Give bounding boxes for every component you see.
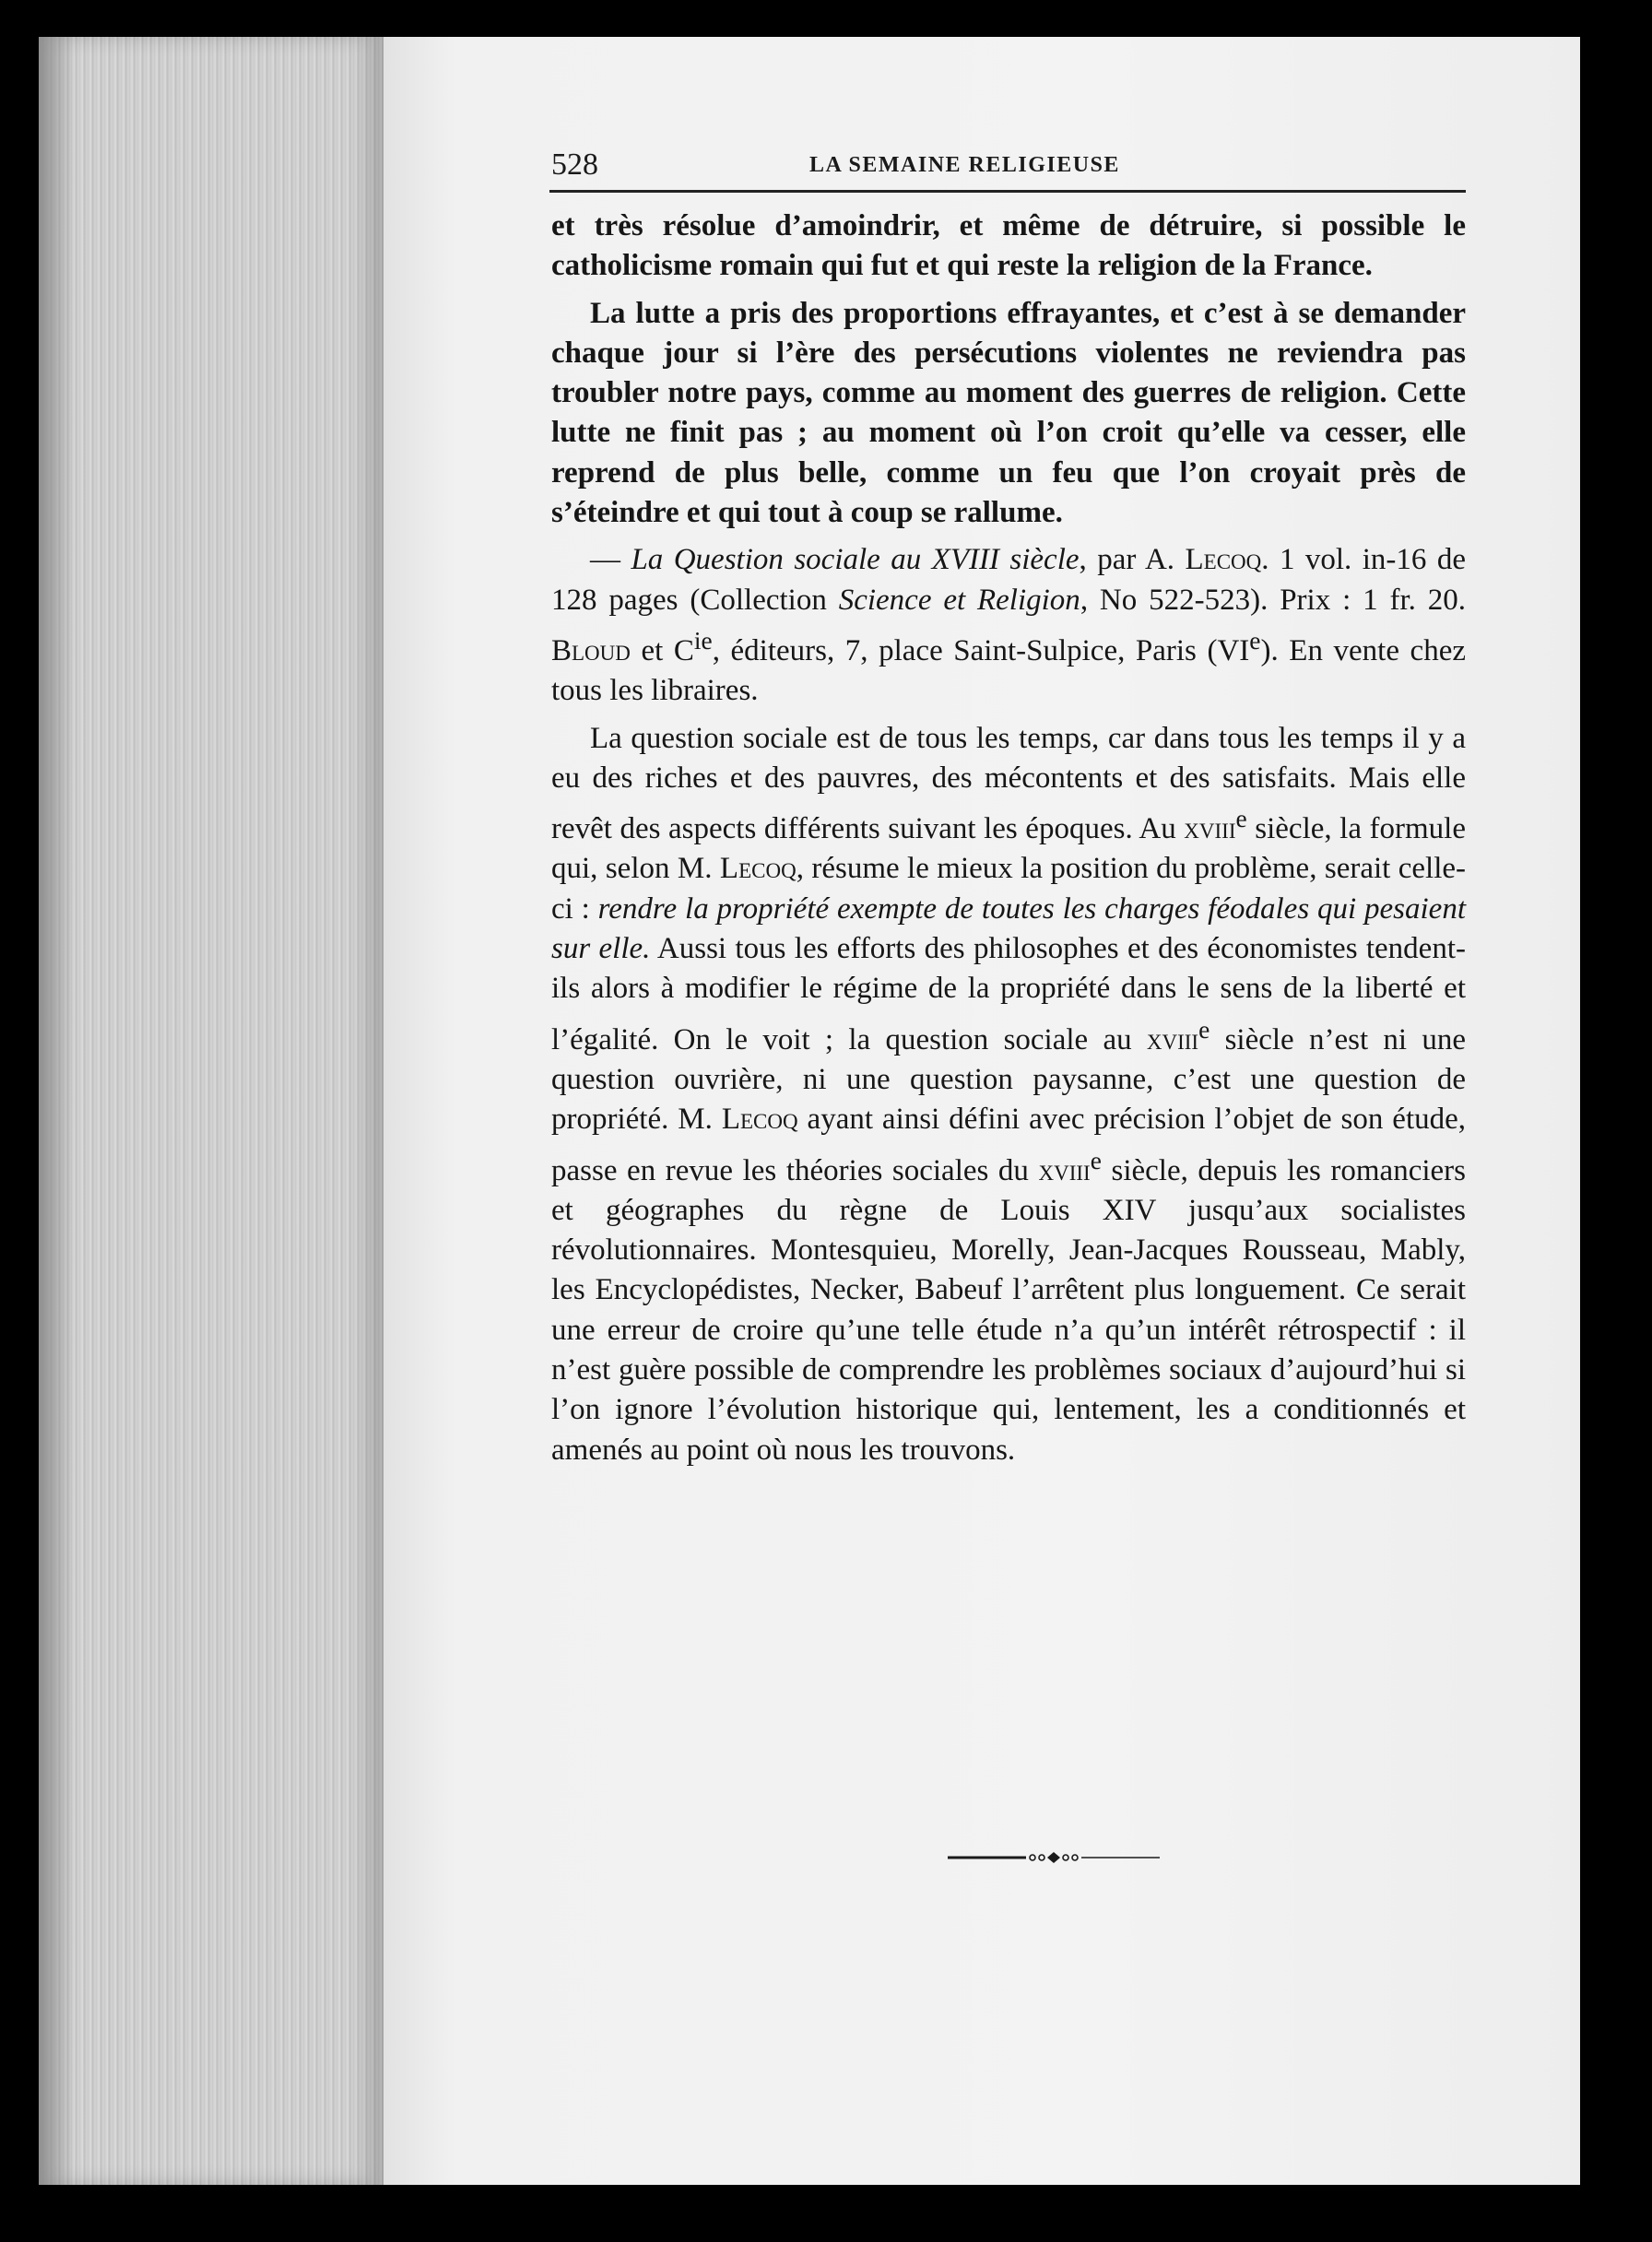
review-text-d: Aussi tous les efforts des philosophes et des économistes tendent-ils alors à modifier le régime de la propriété dans le sens de la liberté et l’égalité. On le voit ; la question sociale au [551,932,1466,1056]
journal-title: LA SEMAINE RELIGIEUSE [809,153,1120,177]
book-title: La Question sociale au XVIII siècle [631,543,1080,577]
review-text-c: , résume le mieux la position du problème, serait celle-ci : [551,852,1466,926]
century-1: xviii [1184,812,1236,846]
notice-dash: — [590,543,631,577]
header-rule [549,190,1466,193]
review-text-f: ayant ainsi défini avec précision l’objet de son étude, passe en revue les théories sociales du [551,1103,1467,1187]
author-name-2: Lecoq [719,852,796,886]
notice-desc: . 1 vol. in-16 de 128 pages (Collection [551,543,1466,617]
page-edges [39,37,384,2185]
review-text-b: siècle, la formule qui, selon M. [551,812,1466,886]
book-notice [551,540,1466,711]
paragraph-1: et très résolue d’amoindrir, et même de détruire, si possible le catholicisme romain qui fut et qui reste la religion de la France. [551,209,1466,283]
century-3: xviii [1038,1153,1091,1187]
notice-address: , éditeurs, 7, place Saint-Sulpice, Paris (VI [712,633,1250,667]
publisher-superscript: ie [693,625,713,655]
century-3-sup: e [1090,1145,1102,1174]
notice-desc-2: , No 522-523). Prix : 1 fr. 20. [1080,583,1466,617]
running-head [551,148,1466,192]
review-text-a: La question sociale est de tous les temps, car dans tous les temps il y a eu des riches et des pauvres, des mécontents et des satisfaits. Mais elle revêt des aspects différents suivant les époques. Au [551,721,1466,846]
century-2: xviii [1146,1022,1199,1056]
notice-address-tail: ). En vente chez tous les libraires. [551,633,1466,708]
century-2-sup: e [1198,1014,1210,1044]
paragraph-2: La lutte a pris des proportions effrayantes, et c’est à se demander chaque jour si l’ère des persécutions violentes ne reviendra pas troubler notre pays, comme au moment des guerres de religion. Cette lutte ne finit pas ; au moment où l’on croit qu’elle va cesser, elle reprend de plus belle, comme un feu que l’on croyait près de s’éteindre et qui tout à coup se rallume. [551,296,1466,530]
review-quote: rendre la propriété exempte de toutes les charges féodales qui pesaient sur elle. [551,891,1466,966]
author-name-3: Lecoq [721,1103,798,1137]
review-text-e: siècle n’est ni une question ouvrière, ni une question paysanne, c’est une question de propriété. M. [551,1022,1466,1137]
review-text-g: siècle, depuis les romanciers et géographes du règne de Louis XIV jusqu’aux socialistes révolutionnaires. Montesquieu, Morelly, Jean-Jacques Rousseau, Mably, les Encyclopédistes, Necker, Babeuf l’arrêtent plus longuement. Ce serait une erreur de croire qu’une telle étude n’a qu’un intérêt rétrospectif : il n’est guère possible de comprendre les problèmes sociaux d’aujourd’hui si l’on ignore l’évolution historique qui, lentement, les a conditionnés et amenés au point où nous les trouvons. [551,1153,1466,1467]
publisher-tail: et C [630,633,694,667]
century-1-sup: e [1235,804,1247,833]
body-text [551,206,1466,1470]
page-number: 528 [551,148,598,182]
collection-name: Science et Religion [838,583,1080,617]
review-paragraph [551,719,1466,1470]
publisher-name: Bloud [551,633,631,667]
end-ornament [948,1848,1160,1867]
address-superscript: e [1249,625,1261,655]
notice-by: , par A. [1079,543,1186,577]
author-name: Lecoq [1185,543,1262,577]
